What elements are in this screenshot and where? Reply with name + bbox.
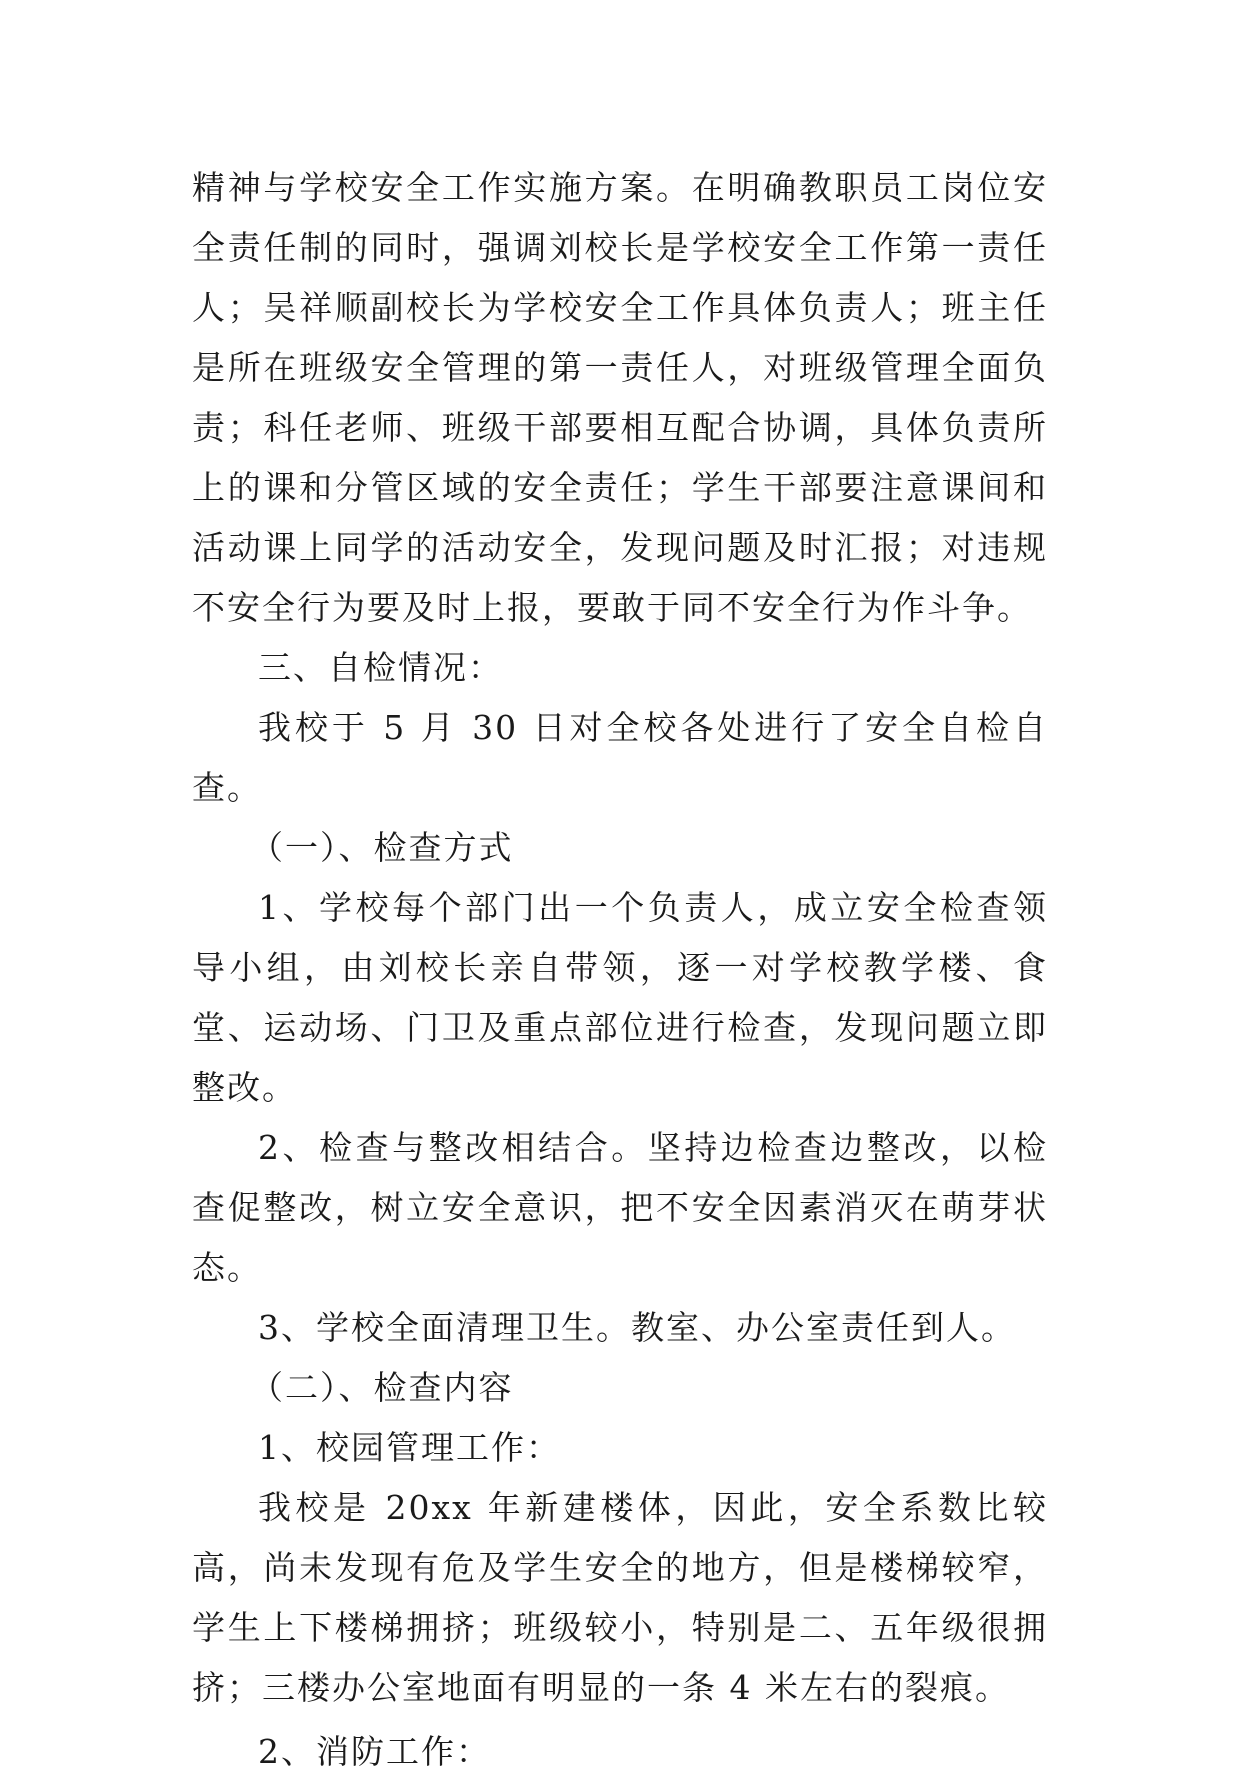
paragraph-inspection-date: 我校于 5 月 30 日对全校各处进行了安全自检自查。	[192, 708, 1048, 807]
paragraph-campus-management: 我校是 20xx 年新建楼体，因此，安全系数比较高，尚未发现有危及学生安全的地方，但是楼梯较窄，学生上下楼梯拥挤；班级较小，特别是二、五年级很拥挤；三楼办公室地面有明显的一条 4 米左右的裂痕。	[192, 1488, 1048, 1707]
paragraph-fire-safety-heading: 2、消防工作：	[258, 1732, 491, 1771]
paragraph-method-1: 1、学校每个部门出一个负责人，成立安全检查领导小组，由刘校长亲自带领，逐一对学校教学楼、食堂、运动场、门卫及重点部位进行检查，发现问题立即整改。	[192, 888, 1048, 1107]
paragraph-responsibility: 精神与学校安全工作实施方案。在明确教职员工岗位安全责任制的同时，强调刘校长是学校安全工作第一责任人；吴祥顺副校长为学校安全工作具体负责人；班主任是所在班级安全管理的第一责任人，对班级管理全面负责；科任老师、班级干部要相互配合协调，具体负责所上的课和分管区域的安全责任；学生干部要注意课间和活动课上同学的活动安全，发现问题及时汇报；对违规不安全行为要及时上报，要敢于同不安全行为作斗争。	[192, 168, 1048, 627]
paragraph-campus-management-heading: 1、校园管理工作：	[258, 1428, 561, 1467]
paragraph-method-3: 3、学校全面清理卫生。教室、办公室责任到人。	[258, 1308, 1016, 1347]
section-heading-self-inspection: 三、自检情况：	[258, 648, 503, 687]
subheading-inspection-method: （一）、检查方式	[250, 828, 514, 867]
subheading-inspection-content: （二）、检查内容	[250, 1368, 514, 1407]
paragraph-method-2: 2、检查与整改相结合。坚持边检查边整改，以检查促整改，树立安全意识，把不安全因素消灭在萌芽状态。	[192, 1128, 1048, 1287]
document-body	[192, 158, 1048, 1782]
